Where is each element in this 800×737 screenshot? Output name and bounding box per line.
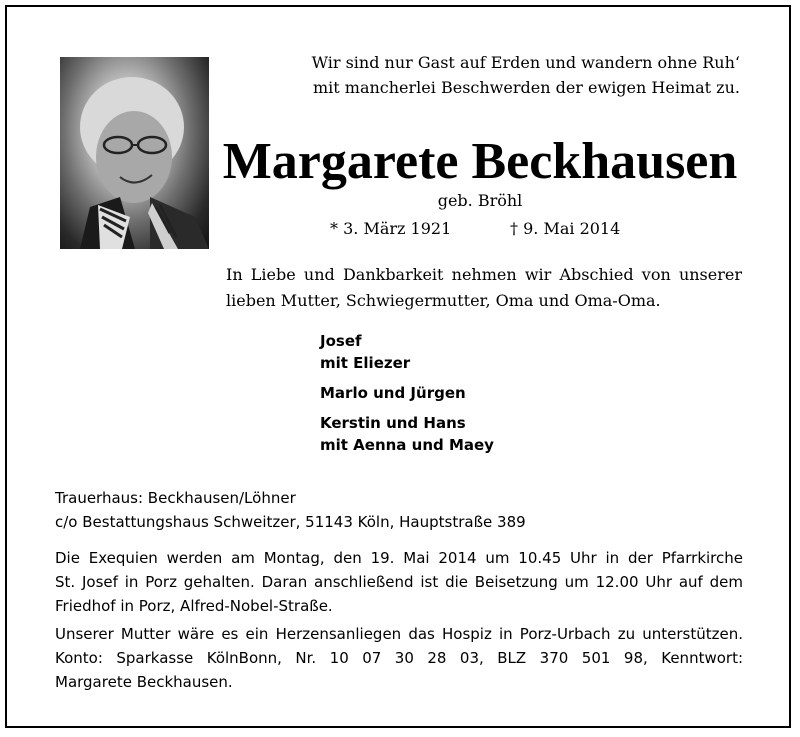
quote-line: mit mancherlei Beschwerden der ewigen Heimat zu. (312, 78, 740, 97)
portrait-photo (60, 57, 209, 249)
service-line: Friedhof in Porz, Alfred-Nobel-Straße. (55, 597, 333, 615)
service-line: Die Exequien werden am Montag, den 19. Mai 2014 um 10.45 Uhr in der Pfarrkirche (55, 549, 743, 567)
deceased-name: Margarete Beckhausen (222, 133, 738, 190)
address-line: Trauerhaus: Beckhausen/Löhner (55, 489, 296, 507)
quote-line: Wir sind nur Gast auf Erden und wandern ohne Ruh‘ (311, 53, 740, 72)
family-member: mit Eliezer (320, 354, 411, 372)
funeral-service-info (55, 546, 743, 618)
farewell-line: In Liebe und Dankbarkeit nehmen wir Abschied von unserer (226, 265, 742, 284)
service-line: St. Josef in Porz gehalten. Daran anschließend ist die Beisetzung um 12.00 Uhr auf dem (55, 573, 743, 591)
mourning-house-address (55, 486, 526, 534)
family-member: Josef (320, 332, 362, 350)
portrait-illustration (60, 57, 209, 249)
donation-request (55, 622, 743, 694)
donation-line: Konto: Sparkasse KölnBonn, Nr. 10 07 30 28 03, BLZ 370 501 98, Kenntwort: (55, 649, 743, 667)
family-member: mit Aenna und Maey (320, 436, 494, 454)
donation-line: Unserer Mutter wäre es ein Herzensanliegen das Hospiz in Porz-Urbach zu unterstützen. (55, 625, 743, 643)
family-list (320, 330, 494, 464)
family-group (320, 412, 494, 456)
address-line: c/o Bestattungshaus Schweitzer, 51143 Köln, Hauptstraße 389 (55, 513, 526, 531)
birth-date: * 3. März 1921 (330, 219, 452, 238)
family-member: Kerstin und Hans (320, 414, 466, 432)
epigraph-quote (300, 50, 740, 100)
maiden-name: geb. Bröhl (437, 191, 523, 210)
death-date: † 9. Mai 2014 (510, 219, 621, 238)
farewell-line: lieben Mutter, Schwiegermutter, Oma und Oma-Oma. (226, 291, 661, 310)
family-member: Marlo und Jürgen (320, 384, 466, 402)
family-group (320, 382, 494, 404)
donation-line: Margarete Beckhausen. (55, 673, 233, 691)
farewell-text (226, 262, 742, 314)
family-group (320, 330, 494, 374)
